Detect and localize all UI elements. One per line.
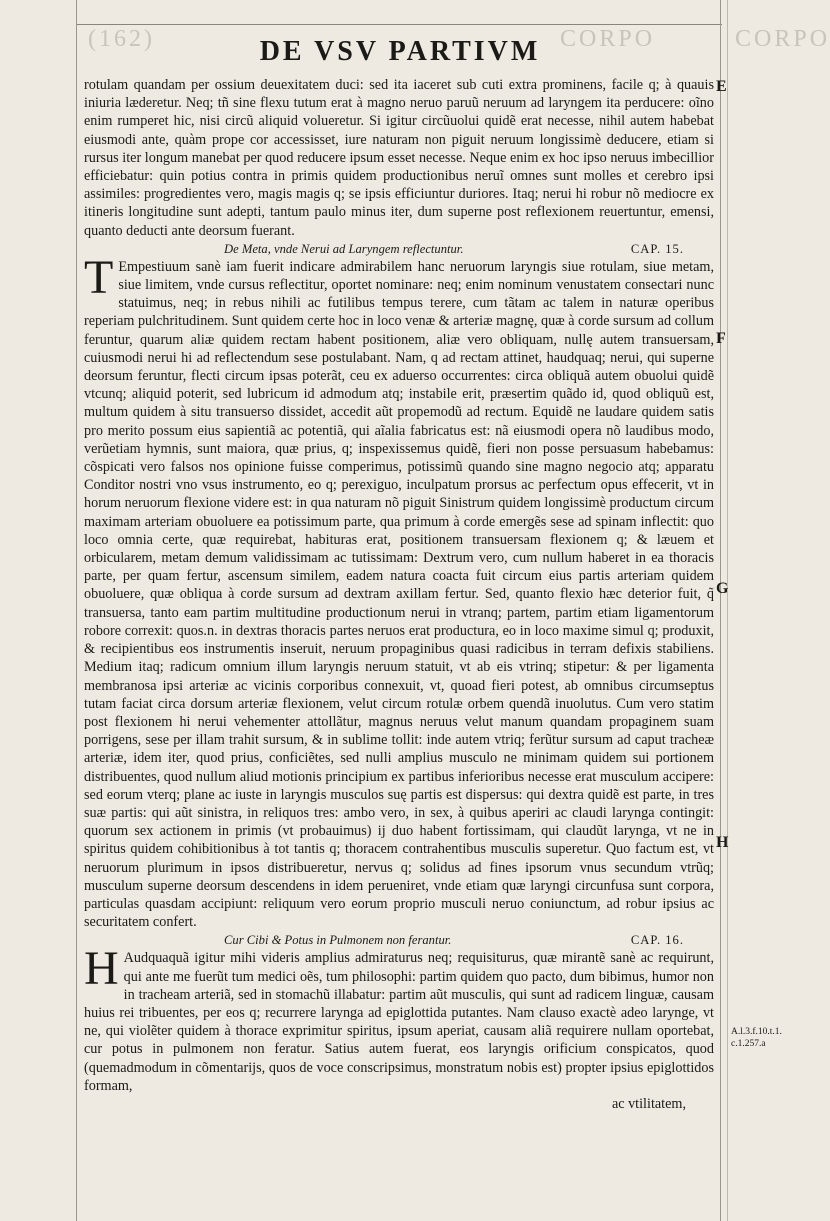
bleed-through-text-left: (162) bbox=[88, 26, 155, 52]
margin-letter-f: F bbox=[716, 330, 726, 347]
catchword: ac vtilitatem, bbox=[611, 1095, 686, 1112]
drop-capital: T bbox=[84, 250, 114, 304]
margin-letter-h: H bbox=[716, 834, 729, 851]
margin-reference: A.l.3.f.10.t.1. c.1.257.a bbox=[731, 1027, 782, 1049]
paragraph-text: Audquaquã igitur mihi videris amplius admiraturus neq; requisiturus, quæ mirantẽ sanè ac requirunt, qui ante me fuerũt tum medici oẽs, tum philosophi: partim quidem quo pacto, dum bibimus, humor non in tracheam arteriã, sed in stomachũ illabatur: partim aũt musculis, qui sunt ad radicem linguæ, causam huius rei tribuentes, per eos q; recurrere larynga ad epiglottida putantes. Nam clauso exactè adeo larynge, vt ne, qui violẽter quidem à thorace exprimitur spiritus, ipsum aperiat, causam aliã requirere nullam oportebat, cur potus in pulmonem non feratur. Satius autem fuerat, eos laryngis orificium conspicatos, quod (quemadmodum in cõmentarijs, quos de voce conscripsimus, monstratum nobis est) propter ipsius epiglottidos formam, bbox=[84, 950, 714, 1094]
left-margin-line bbox=[76, 0, 77, 1221]
paragraph-continuation: rotulam quandam per ossium deuexitatem duci: sed ita iaceret sub cuti extra prominens, facile q; à quauis iniuria læderetur. Neq; tñ sine flexu tutum erat à magno neruo paruũ neruum ad laryngem ita perducere: oĩno enim rumperet hic, nisi circũ aliquid volueretur. Si igitur circũuolui quidẽ erat necesse, nihil autem habebat eiusmodi ante, quàm prope cor accessisset, iure naturam non piguit neruum longissimè deducere, etiam si rursus iter longum manebat per quod reducere ipsum esset necesse. Neque enim ex hoc ipso neruus imbecillior efficiebatur: quin potius contra in primis quidem productionibus neruĩ omnes sunt molles et cerebro ipsi assimiles: progredientes vero, magis magis q; se ipsis efficiuntur duriores. Itaq; nerui hi robur nõ mediocre ex itineris longitudine sunt adepti, tantum paulo minus iter, dum superne post reflexionem reuertuntur, emensi, quanto deducti ante deorsum fuerant. bbox=[84, 77, 714, 239]
paragraph-chapter-16 bbox=[84, 942, 714, 1095]
bleed-through-text-right: CORPO bbox=[735, 26, 830, 52]
paragraph-text: Empestiuum sanè iam fuerit indicare admirabilem hanc neruorum laryngis siue rotulam, siue metam, siue limitem, vnde cursus reflectitur, oportet nominare: neq; enim nominum venustatem consectari nunc statuimus, neq; in rebus nihili ac futilibus tempus terere, cum tãtam ac talem in naturæ operibus reperiam pulchritudinem. Sunt quidem certe hoc in loco venæ & arteriæ magnę, quæ à corde sursum ad collum feruntur, quarum aliæ quidem rectam habent positionem, aliæ vero obliquam, nullę autem transuersam, cuiusmodi nerui hi ad reflectendum sese postulabant. Nam, q ad rectam attinet, haudquaq; nerui, qui superne deorsum feruntur, flecti circum ipsas poterãt, ceu ex aduerso occurrentes: circa obliquã autem obuolui quidẽ vtcunq; aliquid poterit, sed lubricum id admodum atq; instabile erit, præsertim quãdo id, quod obliquũ est, multum quidem à situ transuerso dissidet, accedit aũt propemodũ ad rectum. Equidẽ ne laudare quidem satis pro merito possum eius sapientiã ac potentiã, qui aĩalia fabricatus est: nã eiusmodi opera nõ laudibus modo, verũetiam hymnis, sunt maiora, quæ prius, q; inspexissemus quidẽ, fieri non posse persuasum habebamus: cõspicati vero falsos nos opinione fuisse comperimus, potissimũ quando sine magno negocio atq; apparatu Conditor nostri vno vsus instrumento, eo q; perexiguo, inculpatum prorsus ac perfectum opus effecerit, vt in horum neruorum flexione videre est: in qua naturam nõ piguit Sinistrum quidem longissimè productum circum maximam arteriam obuoluere ea potissimum parte, qua primum à corde emergẽs sese ad spinam inflectit: quo loco omnia certe, quæ requirebat, habituras erat, positionem transuersam flexionem q; & læuem et orbicularem, metam demum validissimam ac tutissimam: Dextrum vero, cum nullum haberet in ea thoracis parte, per quam fertur, ascensum similem, eadem natura coacta fuit circum eius partis arteriam quidem obuoluere, quæ obliqua à corde sursum ad dextram axillam fertur. Sed, quanto flexio hæc deterior fuit, q̃ transuersa, tanto eam partim multitudine productionum nerui in vtranq; partem, partim etiam ligamentorum robore correxit: quos.n. in dextras thoracis partes neruos erat productura, eo in loco maxime simul q; produxit, & recipientibus eos instrumentis inseruit, neruum propaginibus quasi radicibus in terram defixis stabiliens. Medium itaq; radicum omnium illum laryngis neruum statuit, vt ab eis vtrinq; stipetur: & per ligamenta membranosa ipsi arteriæ ac vicinis corporibus connexuit, vt, quoad fieri potest, ab omnibus circumseptus tutam faciat circa dorsum arteriæ flexionem, velut circum rotulæ orbem quendã inuolutus. Cum vero statim post flexionem hi nerui vehementer attollãtur, magnus neruus velut manum quandam propaginem suam porrigens, sese per illam trahit sursum, & in sublime tollit: inde autem vtriq; ferũtur sursum ad caput tracheæ arteriæ, idem iter, quod prius, conficiẽtes, sed nulli amplius musculo ne minimam quidem sui portionem distribuentes, quod nullum aliud motionis principium ex partibus inferioribus necesse erat musculum accipere: sed eorum vterq; plane ac iuste in laryngis musculos suę partis est dispersus: qui dextra quidẽ est parte, in tres suæ partis: qui aũt sinistra, in reliquos tres: ambo vero, in sex, à quibus aperiri ac claudi larynga contingit: quorum sex actionem in primis (vt probauimus) ij duo habent fortissimam, qui claudũt larynga, vt ne in spiritus quidem cohibitionibus à tot tantis q; thoracem contrahentibus musculis superetur. Quo factum est, vt neruorum plurimum in ipsos distribueretur, nervus q; solidus ad fines ipsorum vnus secundum vtrũq; musculum superne deorsum descendens in idem perueniret, vnde etiam quæ laryngi circunfusa sunt corpora, particulas quasdam accipiunt: reliquum vero eorum proprio musculi neruo coniunctum, ad robur ipsius ac securitatem confert. bbox=[84, 258, 714, 931]
margin-letter-g: G bbox=[716, 580, 729, 597]
main-text bbox=[84, 76, 714, 1113]
running-head: DE VSV PARTIVM bbox=[259, 36, 541, 67]
top-rule bbox=[76, 24, 722, 25]
right-margin-line bbox=[720, 0, 721, 1221]
chapter-heading-15 bbox=[84, 240, 714, 258]
chapter-number: CAP. 15. bbox=[630, 241, 684, 256]
chapter-number: CAP. 16. bbox=[630, 933, 684, 948]
bleed-through-text-center: CORPO bbox=[560, 26, 656, 52]
chapter-title: Cur Cibi & Potus in Pulmonem non ferantur. bbox=[224, 933, 452, 948]
margin-letter-e: E bbox=[716, 78, 727, 95]
chapter-title: De Meta, vnde Nerui ad Laryngem reflectuntur. bbox=[224, 241, 464, 256]
paragraph-chapter-15 bbox=[84, 250, 714, 932]
drop-capital: H bbox=[84, 942, 119, 996]
outer-margin-line bbox=[727, 0, 728, 1221]
chapter-heading-16 bbox=[84, 931, 714, 949]
